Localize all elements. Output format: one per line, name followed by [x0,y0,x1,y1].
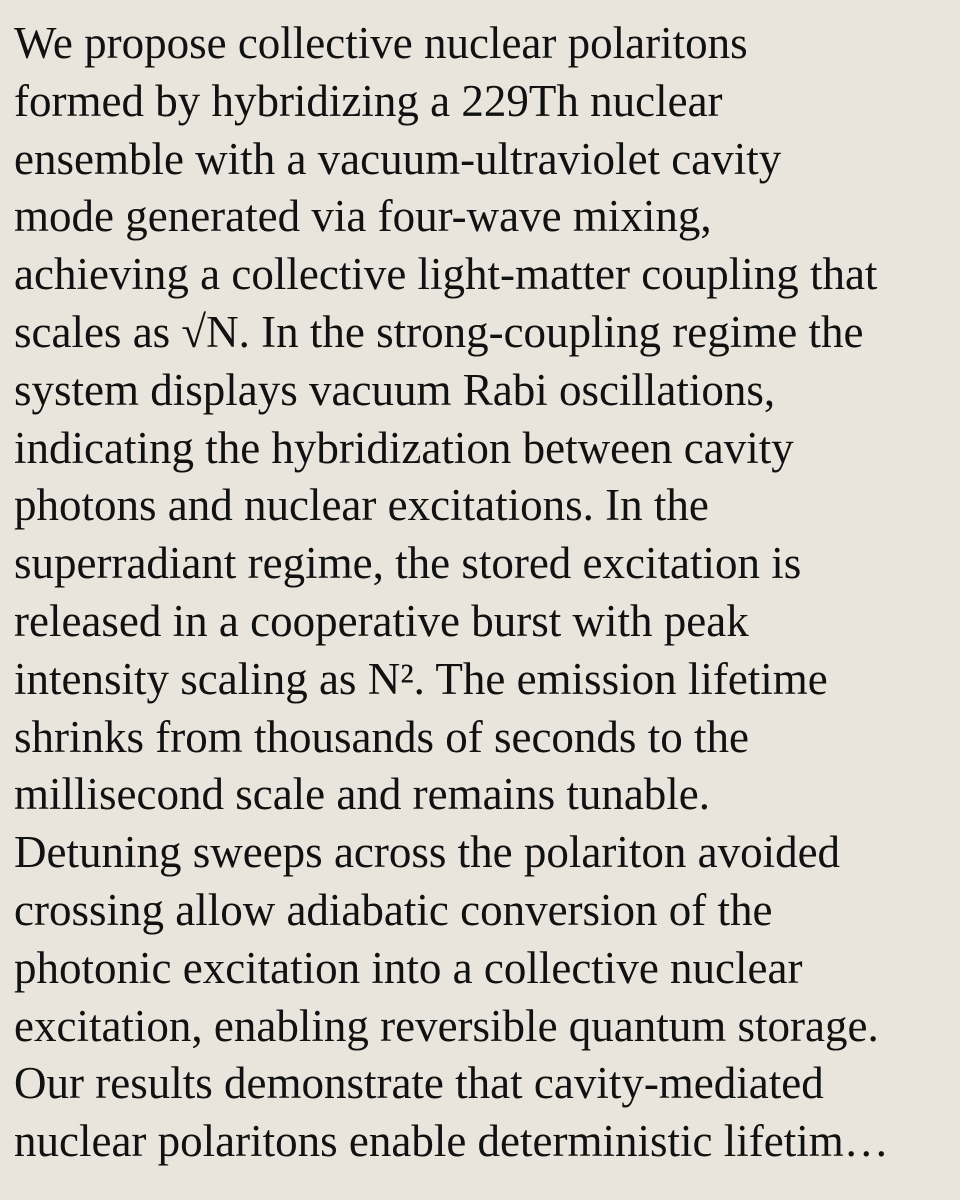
text-line: achieving a collective light-matter coupling that [14,249,878,300]
text-line: We propose collective nuclear polaritons [14,18,748,68]
text-line: excitation, enabling reversible quantum storage. [14,1000,879,1051]
text-line: intensity scaling as N². The emission lifetime [14,653,828,704]
text-line: photonic excitation into a collective nuclear [14,942,803,993]
text-line: Detuning sweeps across the polariton avoided [14,827,841,878]
text-line: photons and nuclear excitations. In the [14,480,709,531]
text-line: mode generated via four-wave mixing, [14,191,712,242]
text-line: nuclear polaritons enable deterministic lifetim… [14,1116,889,1167]
text-line: shrinks from thousands of seconds to the [14,711,749,762]
text-line: Our results demonstrate that cavity-mediated [14,1058,824,1109]
text-line: system displays vacuum Rabi oscillations, [14,364,776,415]
text-line: superradiant regime, the stored excitation is [14,538,802,589]
text-line: crossing allow adiabatic conversion of the [14,884,773,935]
abstract-text [14,15,948,1171]
text-line: formed by hybridizing a 229Th nuclear [14,75,723,126]
text-line: ensemble with a vacuum-ultraviolet cavity [14,133,782,184]
text-line: scales as √N. In the strong-coupling regime the [14,306,864,357]
text-line: released in a cooperative burst with peak [14,595,749,646]
text-line: indicating the hybridization between cavity [14,422,794,473]
text-line: millisecond scale and remains tunable. [14,769,711,820]
